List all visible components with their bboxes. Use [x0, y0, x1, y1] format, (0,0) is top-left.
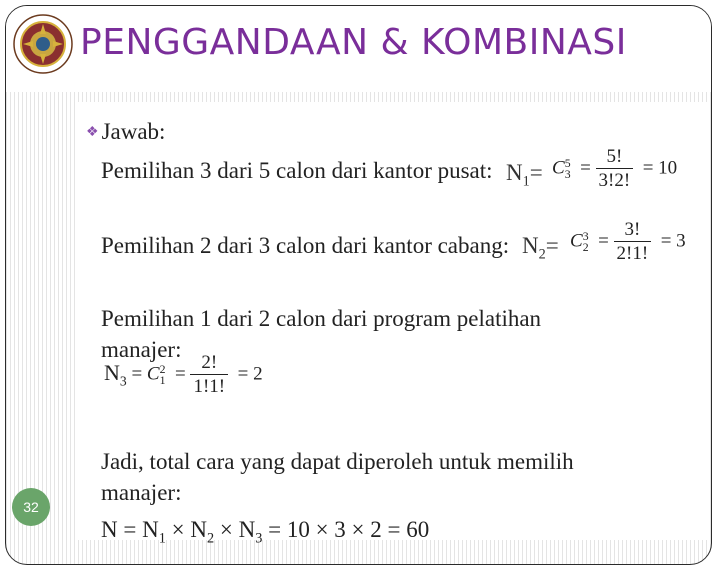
formula-n3: $N_3 = C$ 2 1 = $\frac{2!}{1!1!}$ = 2	[104, 352, 263, 397]
line-head-office: Pemilihan 3 dari 5 calon dari kantor pusat:	[101, 158, 493, 183]
line-training-1: Pemilihan 1 dari 2 calon dari program pelatihan	[101, 306, 542, 331]
answer-heading	[86, 119, 165, 145]
slide-title: PENGGANDAAN & KOMBINASI	[80, 22, 627, 63]
page-number-badge: 32	[12, 488, 50, 526]
formula-n2: C 3 2 = $\frac{3!}{2!1!}$ = 3	[570, 219, 686, 264]
line-training-2: manajer:	[101, 337, 182, 362]
bullet-icon: ❖	[86, 125, 99, 140]
total-formula: $N = N_1 \times N_2 \times N_3 = 10 \times 3 \times 2 = 60$	[101, 517, 430, 547]
university-seal-icon	[13, 14, 73, 74]
n2-label: $N_2=$	[522, 233, 559, 263]
line-total-1: Jadi, total cara yang dapat diperoleh untuk memilih	[101, 449, 574, 474]
answer-label: Jawab:	[101, 119, 166, 144]
formula-n1: C 5 3 = $\frac{5!}{3!2!}$ = 10	[552, 146, 678, 191]
line-total-2: manajer:	[101, 480, 182, 505]
n1-label: $N_1=$	[506, 160, 543, 190]
line-branch-office: Pemilihan 2 dari 3 calon dari kantor cabang:	[101, 233, 510, 258]
